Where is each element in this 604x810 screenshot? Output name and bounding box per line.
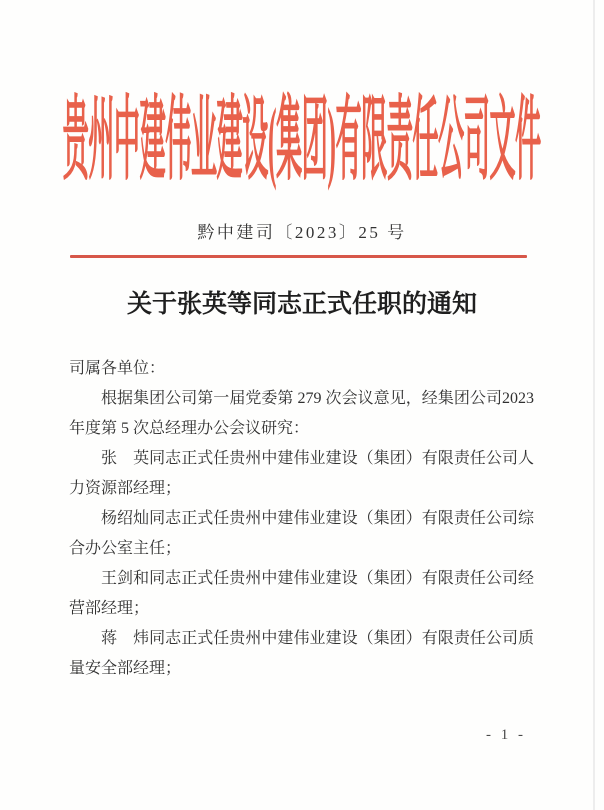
letterhead-title: 贵州中建伟业建设(集团)有限责任公司文件: [62, 89, 542, 191]
paragraph-appointment-4: 蒋 炜同志正式任贵州中建伟业建设（集团）有限责任公司质量安全部经理；: [69, 630, 534, 677]
doc-number: 黔中建司〔2023〕25 号: [197, 223, 407, 242]
paragraph-appointment-1: 张 英同志正式任贵州中建伟业建设（集团）有限责任公司人力资源部经理；: [69, 450, 534, 497]
letterhead: [0, 89, 604, 191]
paragraph-appointment-2: 杨绍灿同志正式任贵州中建伟业建设（集团）有限责任公司综合办公室主任；: [69, 510, 534, 557]
paragraph-basis: 根据集团公司第一届党委第 279 次会议意见，经集团公司2023 年度第 5 次总经理办公会议研究：: [69, 390, 534, 437]
scan-edge-artifact: [593, 0, 595, 810]
red-divider-rule: [70, 255, 527, 258]
salutation: 司属各单位：: [69, 360, 166, 377]
document-title: 关于张英等同志正式任职的通知: [126, 291, 477, 318]
paragraph-appointment-3: 王剑和同志正式任贵州中建伟业建设（集团）有限责任公司经营部经理；: [69, 570, 534, 617]
page-number: - 1 -: [486, 727, 526, 743]
document-body: [69, 354, 534, 684]
